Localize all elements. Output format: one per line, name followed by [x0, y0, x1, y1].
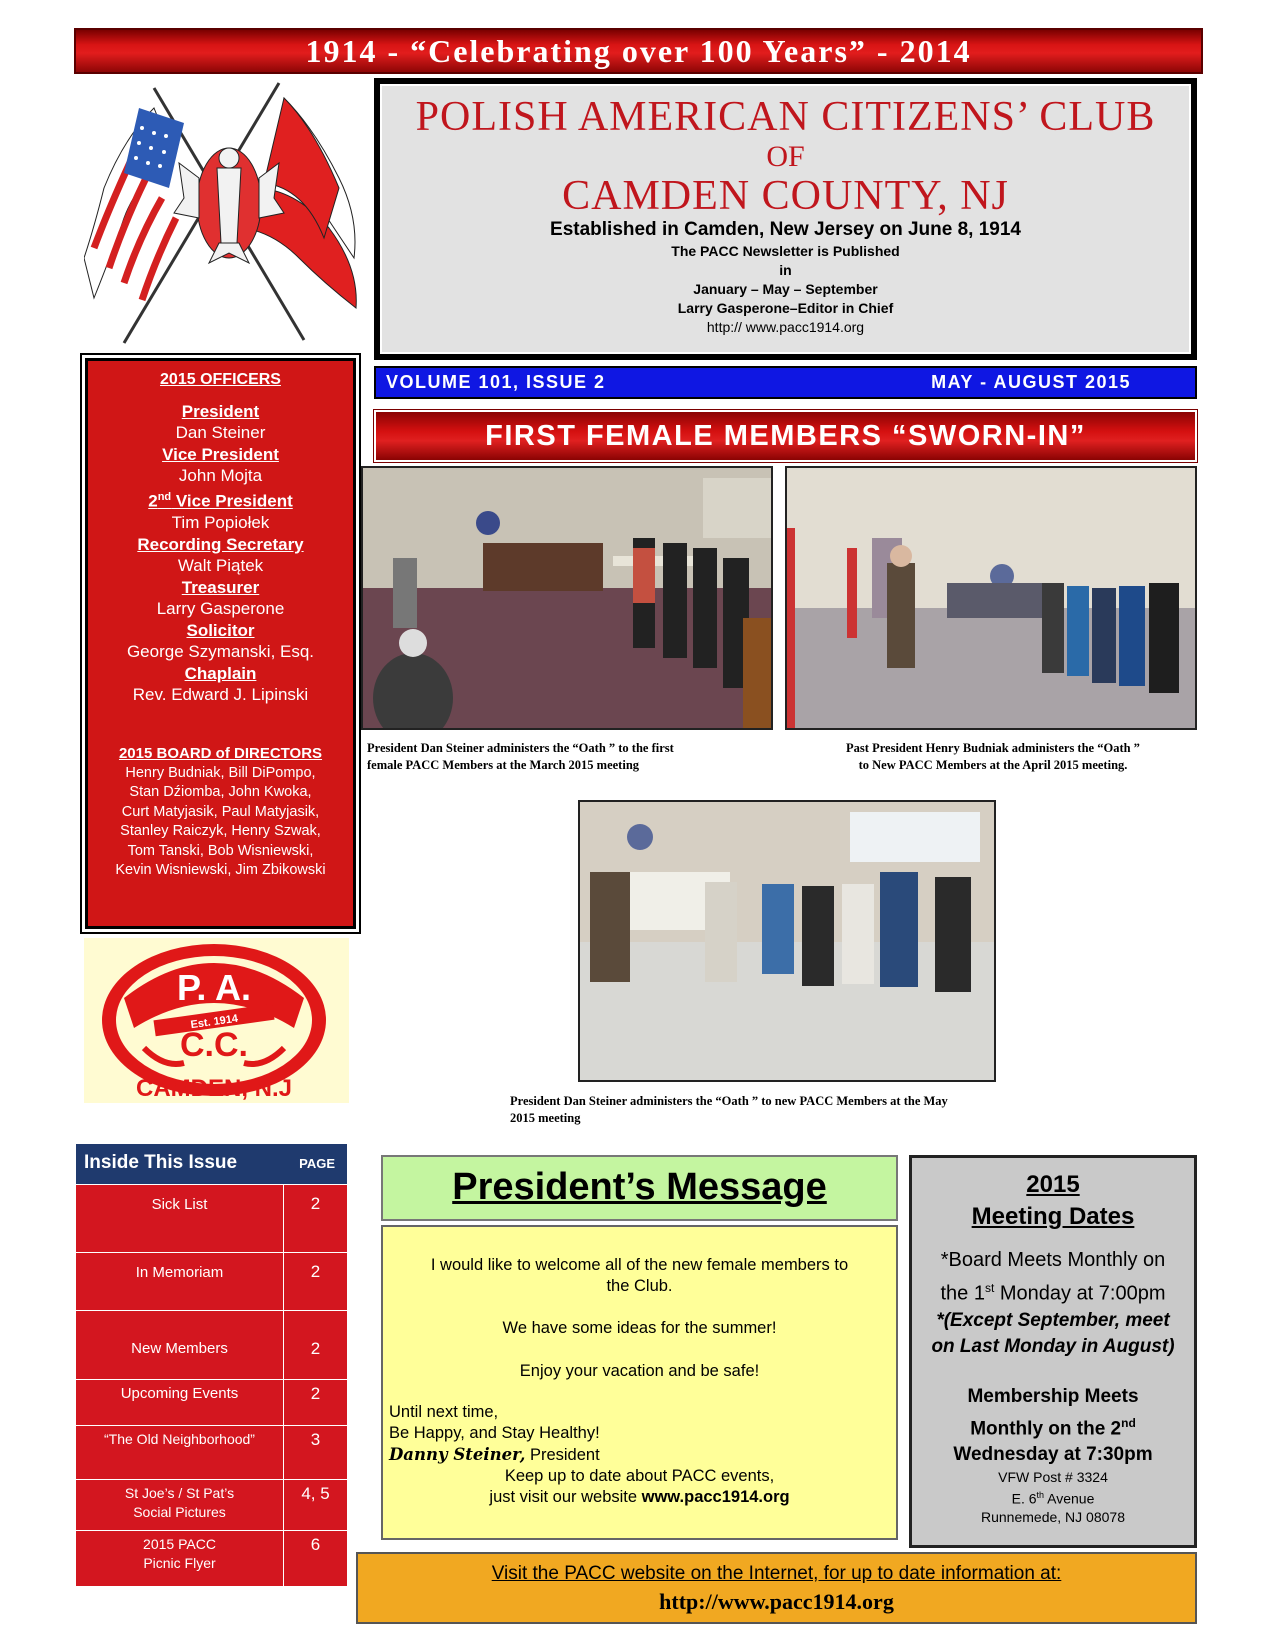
pm-paragraph-1-line2: the Club.	[606, 1277, 673, 1295]
toc-item-sick-list[interactable]	[76, 1184, 347, 1252]
role-chaplain-name: Rev. Edward J. Lipinski	[132, 684, 309, 704]
caption-photo3	[510, 1093, 1110, 1127]
toc-item-picnic-flyer[interactable]	[76, 1530, 347, 1586]
footer-website-link[interactable]: http://www.pacc1914.org	[659, 1589, 894, 1614]
caption-photo1-line1: President Dan Steiner administers the “Oath ” to the first	[367, 741, 674, 755]
club-county: CAMDEN COUNTY, NJ	[562, 173, 1009, 219]
role-recording-secretary-name: Walt Piątek	[177, 555, 264, 575]
club-emblem	[84, 938, 349, 1103]
toc-item-label-line2: Social Pictures	[133, 1504, 226, 1520]
caption-photo2-line2: to New PACC Members at the April 2015 meeting.	[858, 758, 1128, 772]
published-line: The PACC Newsletter is Published	[671, 243, 900, 259]
flags-illustration	[84, 78, 369, 348]
masthead-url[interactable]: http:// www.pacc1914.org	[706, 319, 865, 335]
toc-item-page: 6	[283, 1531, 347, 1586]
toc-item-old-neighborhood[interactable]	[76, 1425, 347, 1479]
role-president-title: President	[181, 402, 260, 421]
caption-photo1-line2: female PACC Members at the March 2015 meeting	[367, 758, 640, 772]
meeting-title: Meeting Dates	[971, 1203, 1135, 1230]
toc-item-page: 2	[283, 1253, 347, 1310]
publication-months: January – May – September	[693, 281, 878, 297]
toc-item-page: 2	[283, 1380, 347, 1425]
board-line: Tom Tanski, Bob Wisniewski,	[127, 842, 314, 859]
board-meets-post: Monday at 7:00pm	[994, 1282, 1166, 1305]
pm-signature: Danny Steiner,	[389, 1445, 526, 1464]
pm-website-link[interactable]: www.pacc1914.org	[641, 1488, 790, 1506]
toc-item-label: In Memoriam	[135, 1264, 224, 1281]
pm-signature-title: President	[525, 1446, 600, 1464]
board-meets-pre: the 1	[940, 1282, 985, 1305]
toc-item-upcoming-events[interactable]	[76, 1379, 347, 1425]
board-line: Kevin Wisniewski, Jim Zbikowski	[115, 862, 326, 879]
toc-item-label	[76, 1535, 283, 1573]
emblem-pa: P. A.	[176, 967, 252, 1008]
meeting-street-pre: E. 6	[1011, 1490, 1037, 1507]
photo-april-meeting	[785, 466, 1197, 730]
membership-meets-line1: Membership Meets	[967, 1385, 1139, 1407]
presidents-message-header	[381, 1155, 898, 1221]
headline-banner: FIRST FEMALE MEMBERS “SWORN-IN”	[374, 410, 1197, 462]
role-treasurer-title: Treasurer	[181, 577, 260, 597]
role-solicitor-name: George Szymanski, Esq.	[126, 641, 315, 661]
role-second-vice-president-title	[88, 487, 353, 512]
masthead	[374, 78, 1197, 360]
pm-paragraph-2: We have some ideas for the summer!	[502, 1319, 777, 1337]
toc-item-label: “The Old Neighborhood”	[104, 1431, 255, 1447]
toc-item-in-memoriam[interactable]	[76, 1252, 347, 1310]
toc-item-social-pictures[interactable]	[76, 1479, 347, 1530]
board-line: Stanley Raiczyk, Henry Szwak,	[120, 823, 321, 840]
board-meets-line1: *Board Meets Monthly on	[940, 1249, 1166, 1271]
officers-box	[85, 358, 356, 929]
toc-item-label-line2: Picnic Flyer	[143, 1555, 216, 1571]
pm-paragraph-4-line1: Keep up to date about PACC events,	[504, 1467, 775, 1485]
role-second-vp-sup: nd	[157, 491, 172, 503]
inside-this-issue	[76, 1144, 347, 1586]
emblem-camden: CAMDEN, N.J	[135, 1075, 293, 1102]
photo-may-meeting	[578, 800, 996, 1082]
pm-paragraph-4-line2	[383, 1487, 896, 1508]
membership-meets-pre: Monthly on the 2	[970, 1417, 1122, 1439]
board-meets-sup: st	[984, 1281, 995, 1295]
volume-issue: VOLUME 101, ISSUE 2	[386, 372, 606, 392]
pm-closing-2: Be Happy, and Stay Healthy!	[389, 1424, 600, 1442]
club-name: POLISH AMERICAN CITIZENS’ CLUB	[415, 94, 1156, 140]
role-solicitor-title: Solicitor	[186, 620, 255, 640]
board-line: Curt Matyjasik, Paul Matyjasik,	[121, 803, 320, 820]
toc-item-page: 4, 5	[283, 1480, 347, 1530]
role-second-vp-num: 2	[148, 491, 158, 511]
toc-item-page: 2	[283, 1311, 347, 1379]
meeting-exception-line1: *(Except September, meet	[936, 1309, 1170, 1331]
toc-heading: Inside This Issue	[84, 1152, 238, 1173]
presidents-message-body	[381, 1225, 898, 1540]
published-in: in	[779, 262, 792, 278]
presidents-message-title: President’s Message	[452, 1166, 827, 1208]
meeting-venue: VFW Post # 3324	[998, 1468, 1108, 1485]
photo-march-meeting	[361, 466, 773, 730]
meeting-year: 2015	[1026, 1171, 1080, 1198]
editor-line: Larry Gasperone–Editor in Chief	[677, 300, 894, 316]
emblem-cc: C.C.	[180, 1026, 248, 1064]
pm-signature-line	[383, 1444, 896, 1466]
toc-item-label	[76, 1484, 283, 1522]
role-vice-president-name: John Mojta	[178, 466, 263, 485]
role-recording-secretary-title: Recording Secretary	[137, 534, 304, 554]
toc-item-label: Upcoming Events	[120, 1385, 239, 1402]
toc-item-new-members[interactable]	[76, 1310, 347, 1379]
volume-bar	[374, 366, 1197, 399]
footer-text: Visit the PACC website on the Internet, for up to date information at:	[491, 1563, 1062, 1584]
caption-photo2-line1: Past President Henry Budniak administers the “Oath ”	[846, 741, 1140, 755]
membership-meets-line2	[912, 1410, 1194, 1442]
role-vice-president-title: Vice President	[162, 445, 279, 464]
meeting-dates-box	[909, 1155, 1197, 1548]
officers-heading: 2015 OFFICERS	[160, 371, 281, 388]
toc-item-label: Sick List	[151, 1196, 208, 1213]
club-name-of: OF	[766, 140, 805, 173]
toc-header	[76, 1144, 347, 1184]
role-president-name: Dan Steiner	[175, 423, 266, 442]
caption-photo3-line1: President Dan Steiner administers the “Oath ” to new PACC Members at the May	[510, 1094, 948, 1108]
board-list	[88, 764, 353, 881]
role-treasurer-name: Larry Gasperone	[156, 598, 285, 618]
pm-paragraph-3: Enjoy your vacation and be safe!	[519, 1362, 760, 1380]
toc-page-heading: PAGE	[299, 1156, 335, 1171]
board-heading: 2015 BOARD of DIRECTORS	[118, 744, 323, 762]
meeting-exception-line2: on Last Monday in August)	[931, 1335, 1175, 1357]
emblem-est: Est. 1914	[189, 1012, 239, 1032]
board-line: Stan Dźiomba, John Kwoka,	[129, 784, 312, 801]
board-line: Henry Budniak, Bill DiPompo,	[125, 764, 316, 781]
caption-photo3-line2: 2015 meeting	[510, 1111, 581, 1125]
caption-photo1	[367, 740, 777, 774]
role-second-vp-text: Vice President	[171, 491, 293, 511]
toc-item-label: New Members	[131, 1340, 228, 1357]
anniversary-banner: 1914 - “Celebrating over 100 Years” - 2014	[74, 28, 1203, 74]
meeting-street	[912, 1486, 1194, 1508]
membership-meets-line3: Wednesday at 7:30pm	[953, 1443, 1153, 1465]
masthead-panel	[380, 84, 1191, 354]
meeting-street-post: Avenue	[1044, 1490, 1095, 1507]
role-second-vice-president-name: Tim Popiołek	[171, 512, 270, 532]
meeting-city: Runnemede, NJ 08078	[981, 1508, 1125, 1525]
pm-closing-1: Until next time,	[389, 1403, 499, 1421]
toc-item-label-line1: 2015 PACC	[143, 1536, 216, 1552]
toc-item-page: 3	[283, 1426, 347, 1479]
website-footer	[356, 1552, 1197, 1624]
membership-meets-sup: nd	[1121, 1415, 1136, 1430]
issue-date: MAY - AUGUST 2015	[931, 372, 1131, 392]
caption-photo2	[793, 740, 1193, 774]
toc-item-label-line1: St Joe’s / St Pat’s	[124, 1485, 235, 1501]
meeting-street-sup: th	[1036, 1489, 1045, 1500]
toc-item-page: 2	[283, 1185, 347, 1252]
pm-paragraph-1-line1: I would like to welcome all of the new female members to	[430, 1256, 849, 1274]
board-meets-line2	[912, 1274, 1194, 1308]
pm-paragraph-4-text: just visit our website	[489, 1488, 642, 1506]
established-line: Established in Camden, New Jersey on June 8, 1914	[550, 219, 1021, 240]
role-chaplain-title: Chaplain	[184, 663, 257, 683]
